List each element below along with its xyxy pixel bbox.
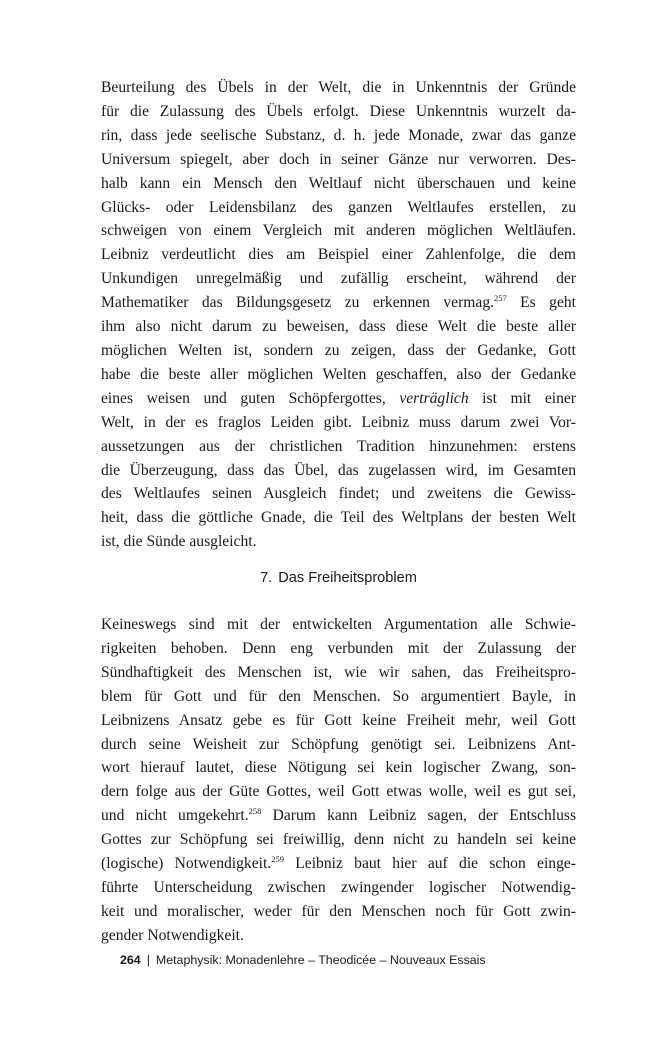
text-line: wort hierauf lautet, diese Nötigung sei kein logischer Zwang, son- bbox=[101, 759, 576, 777]
footnote-ref-257[interactable]: 257 bbox=[494, 293, 507, 304]
footnote-ref-258[interactable]: 258 bbox=[248, 806, 262, 817]
text-line: blem für Gott und für den Menschen. So argumentiert Bayle, in bbox=[101, 687, 576, 705]
footnote-ref-259[interactable]: 259 bbox=[271, 854, 284, 865]
text-line: keit und moralischer, weder für den Menschen noch für Gott zwin- bbox=[101, 902, 576, 920]
text-line: führte Unterscheidung zwischen zwingender logischer Notwendig- bbox=[101, 878, 576, 896]
text-line: (logische) Notwendigkeit.$^{259}$ Leibniz baut hier auf die schon einge- bbox=[101, 854, 576, 873]
body-paragraph-2 bbox=[101, 613, 576, 948]
page-footer bbox=[120, 953, 486, 967]
text-line: aussetzungen aus der christlichen Tradition hinzunehmen: erstens bbox=[101, 437, 576, 455]
text-line: Welt, in der es fraglos Leiden gibt. Leibniz muss darum zwei Vor- bbox=[101, 413, 576, 431]
emphasis-text: verträglich bbox=[399, 389, 469, 407]
text-line: Keineswegs sind mit der entwickelten Argumentation alle Schwie- bbox=[101, 616, 576, 633]
text-line: möglichen Welten ist, sondern zu zeigen, dass der Gedanke, Gott bbox=[101, 341, 576, 359]
section-title: Das Freiheitsproblem bbox=[278, 570, 417, 586]
text-line: durch seine Weisheit zur Schöpfung genötigt sei. Leibnizens Ant- bbox=[101, 735, 576, 753]
text-line: habe die beste aller möglichen Welten geschaffen, also der Gedanke bbox=[101, 365, 576, 383]
text-line: halb kann ein Mensch den Weltlauf nicht überschauen und keine bbox=[101, 174, 576, 192]
text-line: Mathematiker das Bildungsgesetz zu erkennen vermag.$^{257}$ Es geht bbox=[101, 293, 576, 312]
text-line: Beurteilung des Übels in der Welt, die in Unkenntnis der Gründe bbox=[101, 79, 576, 96]
running-title: Metaphysik: Monadenlehre – Theodicée – Nouveaux Essais bbox=[155, 953, 486, 967]
page-number: 264 bbox=[120, 953, 141, 967]
text-line: und nicht umgekehrt.$^{258}$ Darum kann Leibniz sagen, der Entschluss bbox=[101, 806, 577, 825]
text-line: Gottes zur Schöpfung sei freiwillig, denn nicht zu handeln sei keine bbox=[101, 831, 576, 849]
text-line: Universum spiegelt, aber doch in seiner Gänze nur verworren. Des- bbox=[101, 150, 576, 168]
text-line: des Weltlaufes seinen Ausgleich findet; und zweitens die Gewiss- bbox=[101, 485, 576, 503]
text-line: Leibniz verdeutlicht dies am Beispiel einer Zahlenfolge, die dem bbox=[101, 246, 576, 264]
text-line: heit, dass die göttliche Gnade, die Teil des Weltplans der besten Welt bbox=[101, 509, 576, 527]
text-line: ist, die Sünde ausgleicht. bbox=[101, 533, 257, 551]
text-line: Leibnizens Ansatz gebe es für Gott keine Freiheit mehr, weil Gott bbox=[101, 711, 576, 729]
text-line: schweigen von einem Vergleich mit anderen möglichen Weltläufen. bbox=[101, 222, 576, 240]
text-line: rigkeiten behoben. Denn eng verbunden mit der Zulassung der bbox=[101, 639, 576, 657]
section-heading bbox=[101, 570, 576, 586]
text-line: gender Notwendigkeit. bbox=[101, 926, 244, 944]
text-line: dern folge aus der Güte Gottes, weil Gott etwas wolle, weil es gut sei, bbox=[101, 783, 576, 801]
text-line: Sündhaftigkeit des Menschen ist, wie wir sahen, das Freiheitspro- bbox=[101, 663, 576, 681]
body-paragraph-1 bbox=[101, 76, 576, 554]
text-line: die Überzeugung, dass das Übel, das zugelassen wird, im Gesamten bbox=[101, 461, 576, 479]
text-line: Unkundigen unregelmäßig und zufällig erscheint, während der bbox=[101, 270, 576, 288]
text-line: rin, dass jede seelische Substanz, d. h. jede Monade, zwar das ganze bbox=[101, 126, 576, 144]
text-line: für die Zulassung des Übels erfolgt. Diese Unkenntnis wurzelt da- bbox=[101, 102, 576, 120]
text-line: eines weisen und guten Schöpfergottes, verträglich ist mit einer bbox=[101, 389, 576, 407]
section-number: 7. bbox=[260, 570, 273, 586]
text-line: ihm also nicht darum zu beweisen, dass diese Welt die beste aller bbox=[101, 318, 576, 336]
text-line: Glücks- oder Leidensbilanz des ganzen Weltlaufes erstellen, zu bbox=[101, 198, 576, 216]
footer-separator: | bbox=[146, 953, 150, 967]
